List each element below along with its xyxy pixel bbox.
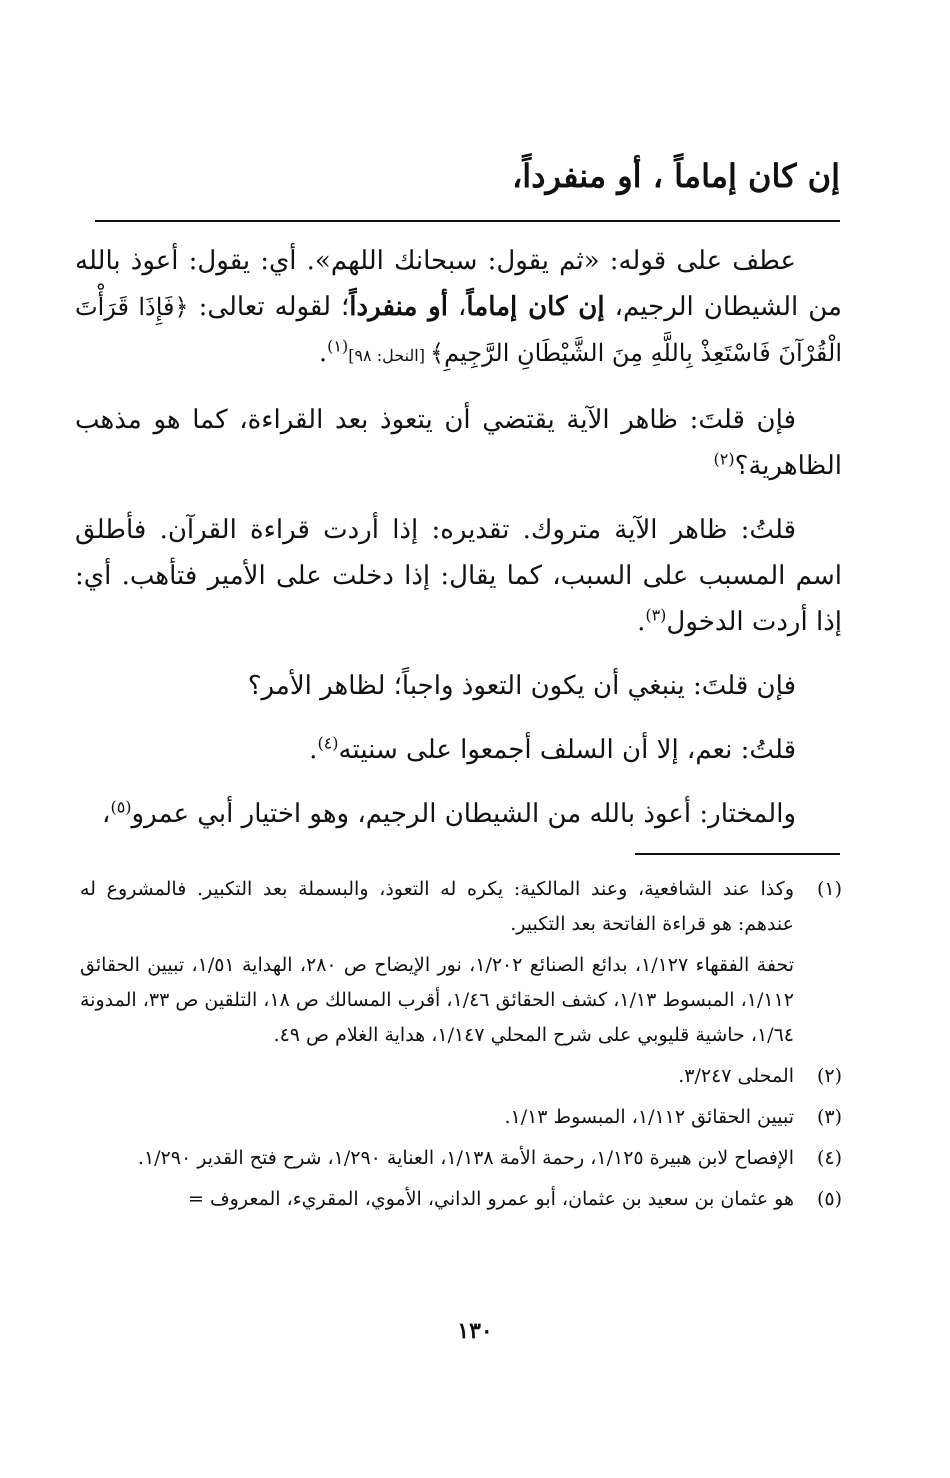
section-heading: إن كان إماماً ، أو منفرداً، bbox=[511, 157, 840, 195]
footnote-item bbox=[80, 872, 842, 942]
footnote-text: الإفصاح لابن هبيرة ١/١٢٥، رحمة الأمة ١/١٣٨، العناية ١/٢٩٠، شرح فتح القدير ١/٢٩٠. bbox=[137, 1147, 794, 1169]
p5-text: قلتُ: نعم، إلا أن السلف أجمعوا على سنيته bbox=[338, 735, 796, 765]
footnote-marker-3: (٣) bbox=[645, 605, 667, 625]
p5-end: . bbox=[309, 735, 318, 765]
p4-text: فإن قلتَ: ينبغي أن يكون التعوذ واجباً؛ لظاهر الأمر؟ bbox=[247, 671, 796, 701]
p1-bold-munfarid: أو منفرداً bbox=[349, 292, 448, 322]
footnote-item bbox=[80, 948, 842, 1053]
footnote-number: (٥) bbox=[816, 1188, 842, 1210]
quran-verse: ﴿فَإِذَا قَرَأْتَ الْقُرْآنَ فَاسْتَعِذْ بِاللَّهِ مِنَ الشَّيْطَانِ الرَّجِيمِ﴾ bbox=[75, 293, 842, 367]
p1-text-a: عطف على قوله: «ثم يقول: سبحانك اللهم». أي: يقول: أعوذ بالله من الشيطان الرجيم، bbox=[75, 246, 842, 322]
paragraph-3 bbox=[75, 507, 842, 645]
footnote-item bbox=[80, 1059, 842, 1094]
p6-text: والمختار: أعوذ بالله من الشيطان الرجيم، وهو اختيار أبي عمرو bbox=[131, 799, 796, 829]
p1-text-b: ؛ لقوله تعالى: bbox=[188, 292, 350, 322]
paragraph-4 bbox=[75, 663, 842, 709]
footnote-number: (٢) bbox=[816, 1065, 842, 1087]
footnote-rule bbox=[635, 853, 840, 855]
p3-text: قلتُ: ظاهر الآية متروك. تقديره: إذا أردت قراءة القرآن. فأطلق اسم المسبب على السبب، كما يقال: إذا دخلت على الأمير فتأهب. أي: إذا أردت الدخول bbox=[75, 515, 842, 637]
footnote-item bbox=[80, 1141, 842, 1176]
p3-end: . bbox=[637, 607, 646, 637]
page-number: ١٣٠ bbox=[457, 1318, 493, 1344]
footnote-number: (٤) bbox=[816, 1147, 842, 1169]
footnote-marker-1: (١) bbox=[327, 336, 349, 356]
paragraph-1 bbox=[75, 238, 842, 379]
paragraph-6 bbox=[75, 791, 842, 837]
footnote-number: (٣) bbox=[816, 1106, 842, 1128]
footnote-item bbox=[80, 1100, 842, 1135]
paragraph-5 bbox=[75, 727, 842, 773]
verse-reference: [النحل: ٩٨] bbox=[348, 346, 431, 365]
footnote-text: تحفة الفقهاء ١/١٢٧، بدائع الصنائع ١/٢٠٢، نور الإيضاح ص ٢٨٠، الهداية ١/٥١، تبيين الحقائق ١/١١٢، المبسوط ١/١٣، كشف الحقائق ١/٤٦، أقرب المسالك ص ١٨، التلقين ص ٣٣، المدونة ١/٦٤، حاشية قليوبي على شرح المحلي ١/١٤٧، هداية الغلام ص ٤٩. bbox=[80, 954, 795, 1046]
footnotes bbox=[80, 872, 842, 1223]
footnote-marker-5: (٥) bbox=[110, 797, 132, 817]
p6-end: ، bbox=[102, 799, 111, 829]
footnote-text: وكذا عند الشافعية، وعند المالكية: يكره له التعوذ، والبسملة بعد التكبير. فالمشروع له عندهم: هو قراءة الفاتحة بعد التكبير. bbox=[80, 878, 794, 935]
paragraph-2 bbox=[75, 397, 842, 489]
footnote-item bbox=[80, 1182, 842, 1217]
main-text bbox=[75, 238, 842, 855]
footnote-marker-4: (٤) bbox=[317, 733, 339, 753]
footnote-number: (١) bbox=[816, 878, 842, 900]
p2-text: فإن قلتَ: ظاهر الآية يقتضي أن يتعوذ بعد القراءة، كما هو مذهب الظاهرية؟ bbox=[75, 405, 842, 481]
p1-bold-imam: إن كان إماماً bbox=[466, 292, 605, 322]
footnote-marker-2: (٢) bbox=[713, 449, 735, 469]
footnote-text: تبيين الحقائق ١/١١٢، المبسوط ١/١٣. bbox=[504, 1106, 794, 1128]
footnote-text: هو عثمان بن سعيد بن عثمان، أبو عمرو الداني، الأموي، المقريء، المعروف = bbox=[188, 1188, 794, 1210]
heading-rule bbox=[95, 220, 840, 222]
p1-end: . bbox=[318, 338, 328, 368]
p1-separator: ، bbox=[447, 292, 467, 322]
footnote-text: المحلى ٣/٢٤٧. bbox=[678, 1065, 794, 1087]
